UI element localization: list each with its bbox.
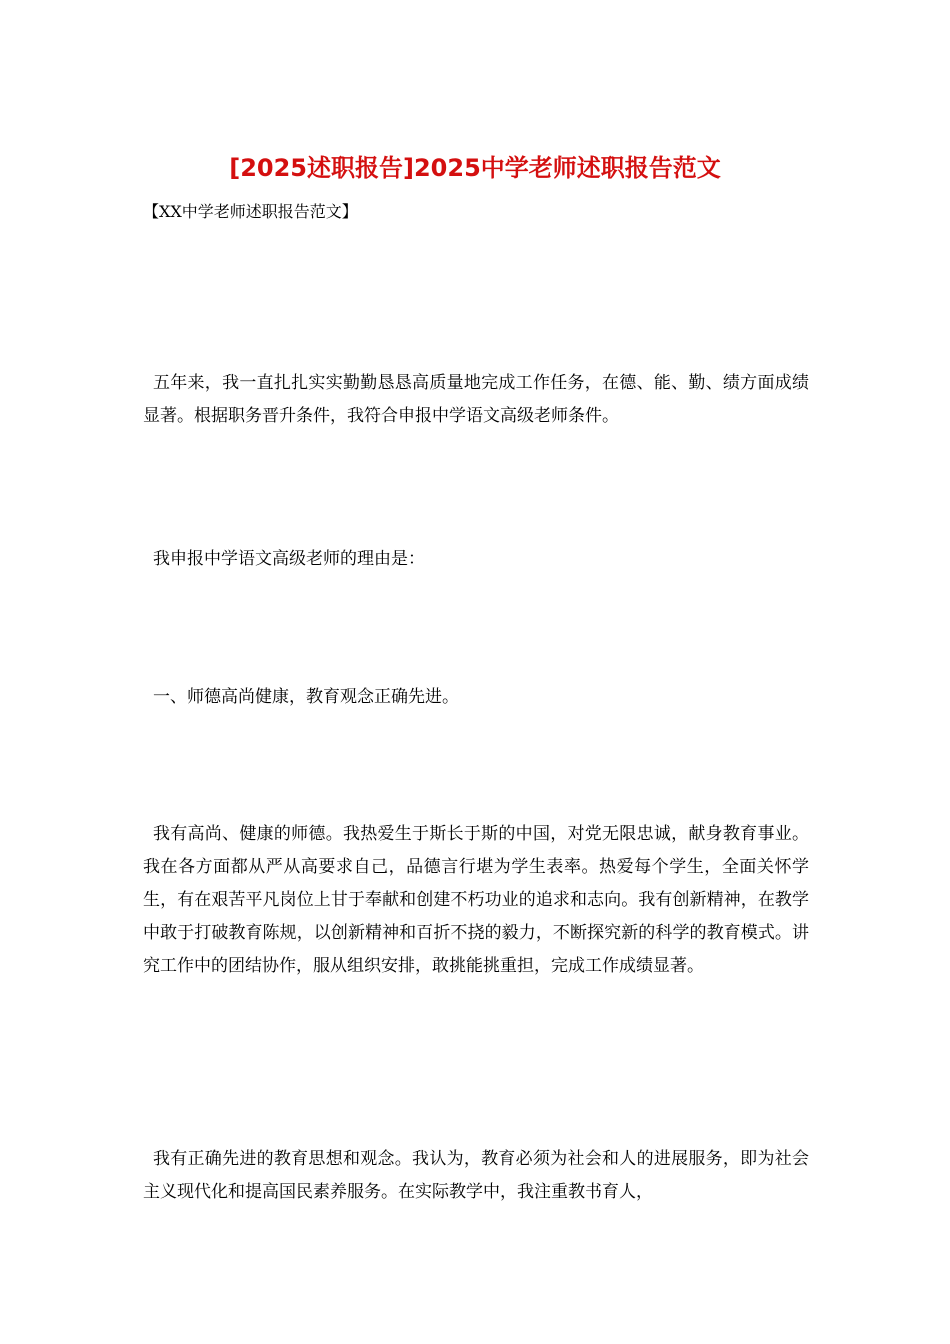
- paragraph-ethics: 我有高尚、健康的师德。我热爱生于斯长于斯的中国，对党无限忠诚，献身教育事业。我在各方面都从严从高要求自己，品德言行堪为学生表率。热爱每个学生，全面关怀学生，有在艰苦平凡岗位上甘于奉献和创建不朽功业的追求和志向。我有创新精神，在教学中敢于打破教育陈规，以创新精神和百折不挠的毅力，不断探究新的科学的教育模式。讲究工作中的团结协作，服从组织安排，敢挑能挑重担，完成工作成绩显著。: [143, 824, 809, 976]
- document-subtitle: 【XX中学老师述职报告范文】: [143, 202, 358, 221]
- section-heading-1: 一、师德高尚健康，教育观念正确先进。: [153, 687, 459, 707]
- document-title: [2025述职报告]2025中学老师述职报告范文: [229, 154, 721, 182]
- paragraph-reason-lead: 我申报中学语文高级老师的理由是：: [153, 549, 425, 569]
- paragraph-intro: 五年来，我一直扎扎实实勤勤恳恳高质量地完成工作任务，在德、能、勤、绩方面成绩显著。根据职务晋升条件，我符合申报中学语文高级老师条件。: [143, 373, 809, 426]
- paragraph-education-concept: 我有正确先进的教育思想和观念。我认为，教育必须为社会和人的进展服务，即为社会主义现代化和提高国民素养服务。在实际教学中，我注重教书育人，: [143, 1149, 809, 1202]
